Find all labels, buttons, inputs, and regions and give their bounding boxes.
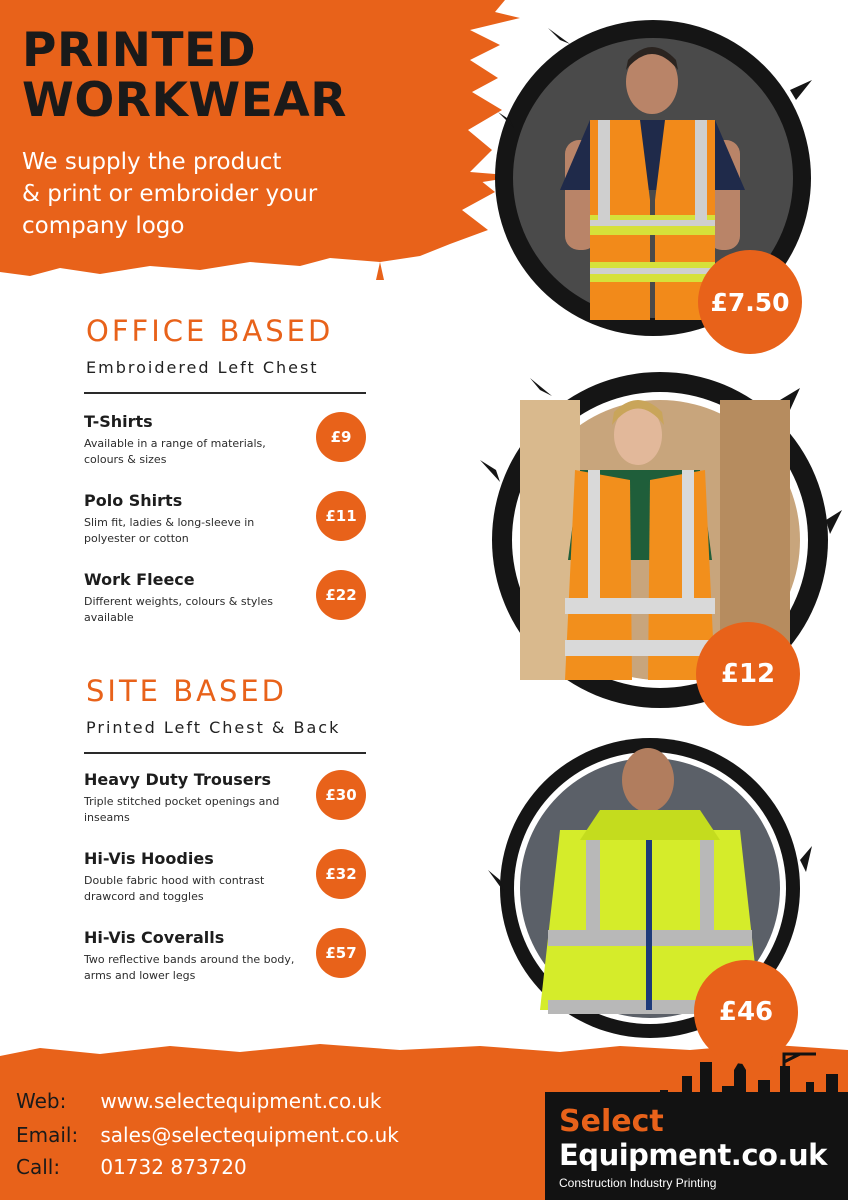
item-description: Slim fit, ladies & long-sleeve in polyester or cotton (84, 516, 255, 545)
site-section-subtitle: Printed Left Chest & Back (86, 718, 341, 737)
site-item-coveralls (84, 928, 374, 998)
item-description: Double fabric hood with contrast drawcord and toggles (84, 874, 265, 903)
site-item-hoodies (84, 849, 374, 919)
price-badge: £32 (316, 849, 366, 899)
item-description: Two reflective bands around the body, arms and lower legs (84, 953, 295, 982)
logo-text-select: Select (559, 1104, 664, 1139)
contact-email (16, 1123, 399, 1147)
site-section-title: SITE BASED (86, 674, 288, 708)
contact-label: Call: (16, 1155, 61, 1179)
hero-subtitle (22, 146, 382, 242)
office-item-tshirts (84, 412, 374, 482)
photo-price-badge-3: £46 (694, 960, 798, 1064)
website-link[interactable]: www.selectequipment.co.uk (100, 1089, 382, 1113)
price-badge: £57 (316, 928, 366, 978)
email-link[interactable]: sales@selectequipment.co.uk (100, 1123, 399, 1147)
subtitle-line: company logo (22, 213, 185, 239)
price-badge: £9 (316, 412, 366, 462)
contact-web (16, 1089, 381, 1113)
item-description: Different weights, colours & styles available (84, 595, 273, 624)
office-section-title: OFFICE BASED (86, 314, 334, 348)
title-line: PRINTED (22, 23, 257, 78)
subtitle-line: & print or embroider your (22, 181, 318, 207)
item-name: Polo Shirts (84, 491, 183, 510)
logo-text-domain: Equipment.co.uk (559, 1138, 827, 1172)
item-description: Available in a range of materials, colours & sizes (84, 437, 266, 466)
photo-price-badge-1: £7.50 (698, 250, 802, 354)
page-title (22, 23, 442, 128)
office-item-polo-shirts (84, 491, 374, 561)
item-name: Work Fleece (84, 570, 195, 589)
price-badge: £11 (316, 491, 366, 541)
contact-label: Email: (16, 1123, 79, 1147)
contact-phone (16, 1155, 247, 1179)
office-section-subtitle: Embroidered Left Chest (86, 358, 319, 377)
item-name: Hi-Vis Coveralls (84, 928, 225, 947)
price-badge: £22 (316, 570, 366, 620)
office-divider (84, 392, 366, 394)
item-name: Heavy Duty Trousers (84, 770, 272, 789)
item-name: T-Shirts (84, 412, 153, 431)
item-name: Hi-Vis Hoodies (84, 849, 214, 868)
phone-link[interactable]: 01732 873720 (100, 1155, 247, 1179)
office-item-work-fleece (84, 570, 374, 640)
contact-label: Web: (16, 1089, 67, 1113)
title-line: WORKWEAR (22, 73, 347, 128)
subtitle-line: We supply the product (22, 149, 282, 175)
photo-price-badge-2: £12 (696, 622, 800, 726)
site-divider (84, 752, 366, 754)
site-item-trousers (84, 770, 374, 840)
item-description: Triple stitched pocket openings and inseams (84, 795, 280, 824)
logo-tagline: Construction Industry Printing (559, 1176, 717, 1190)
company-logo (545, 1092, 848, 1200)
price-badge: £30 (316, 770, 366, 820)
